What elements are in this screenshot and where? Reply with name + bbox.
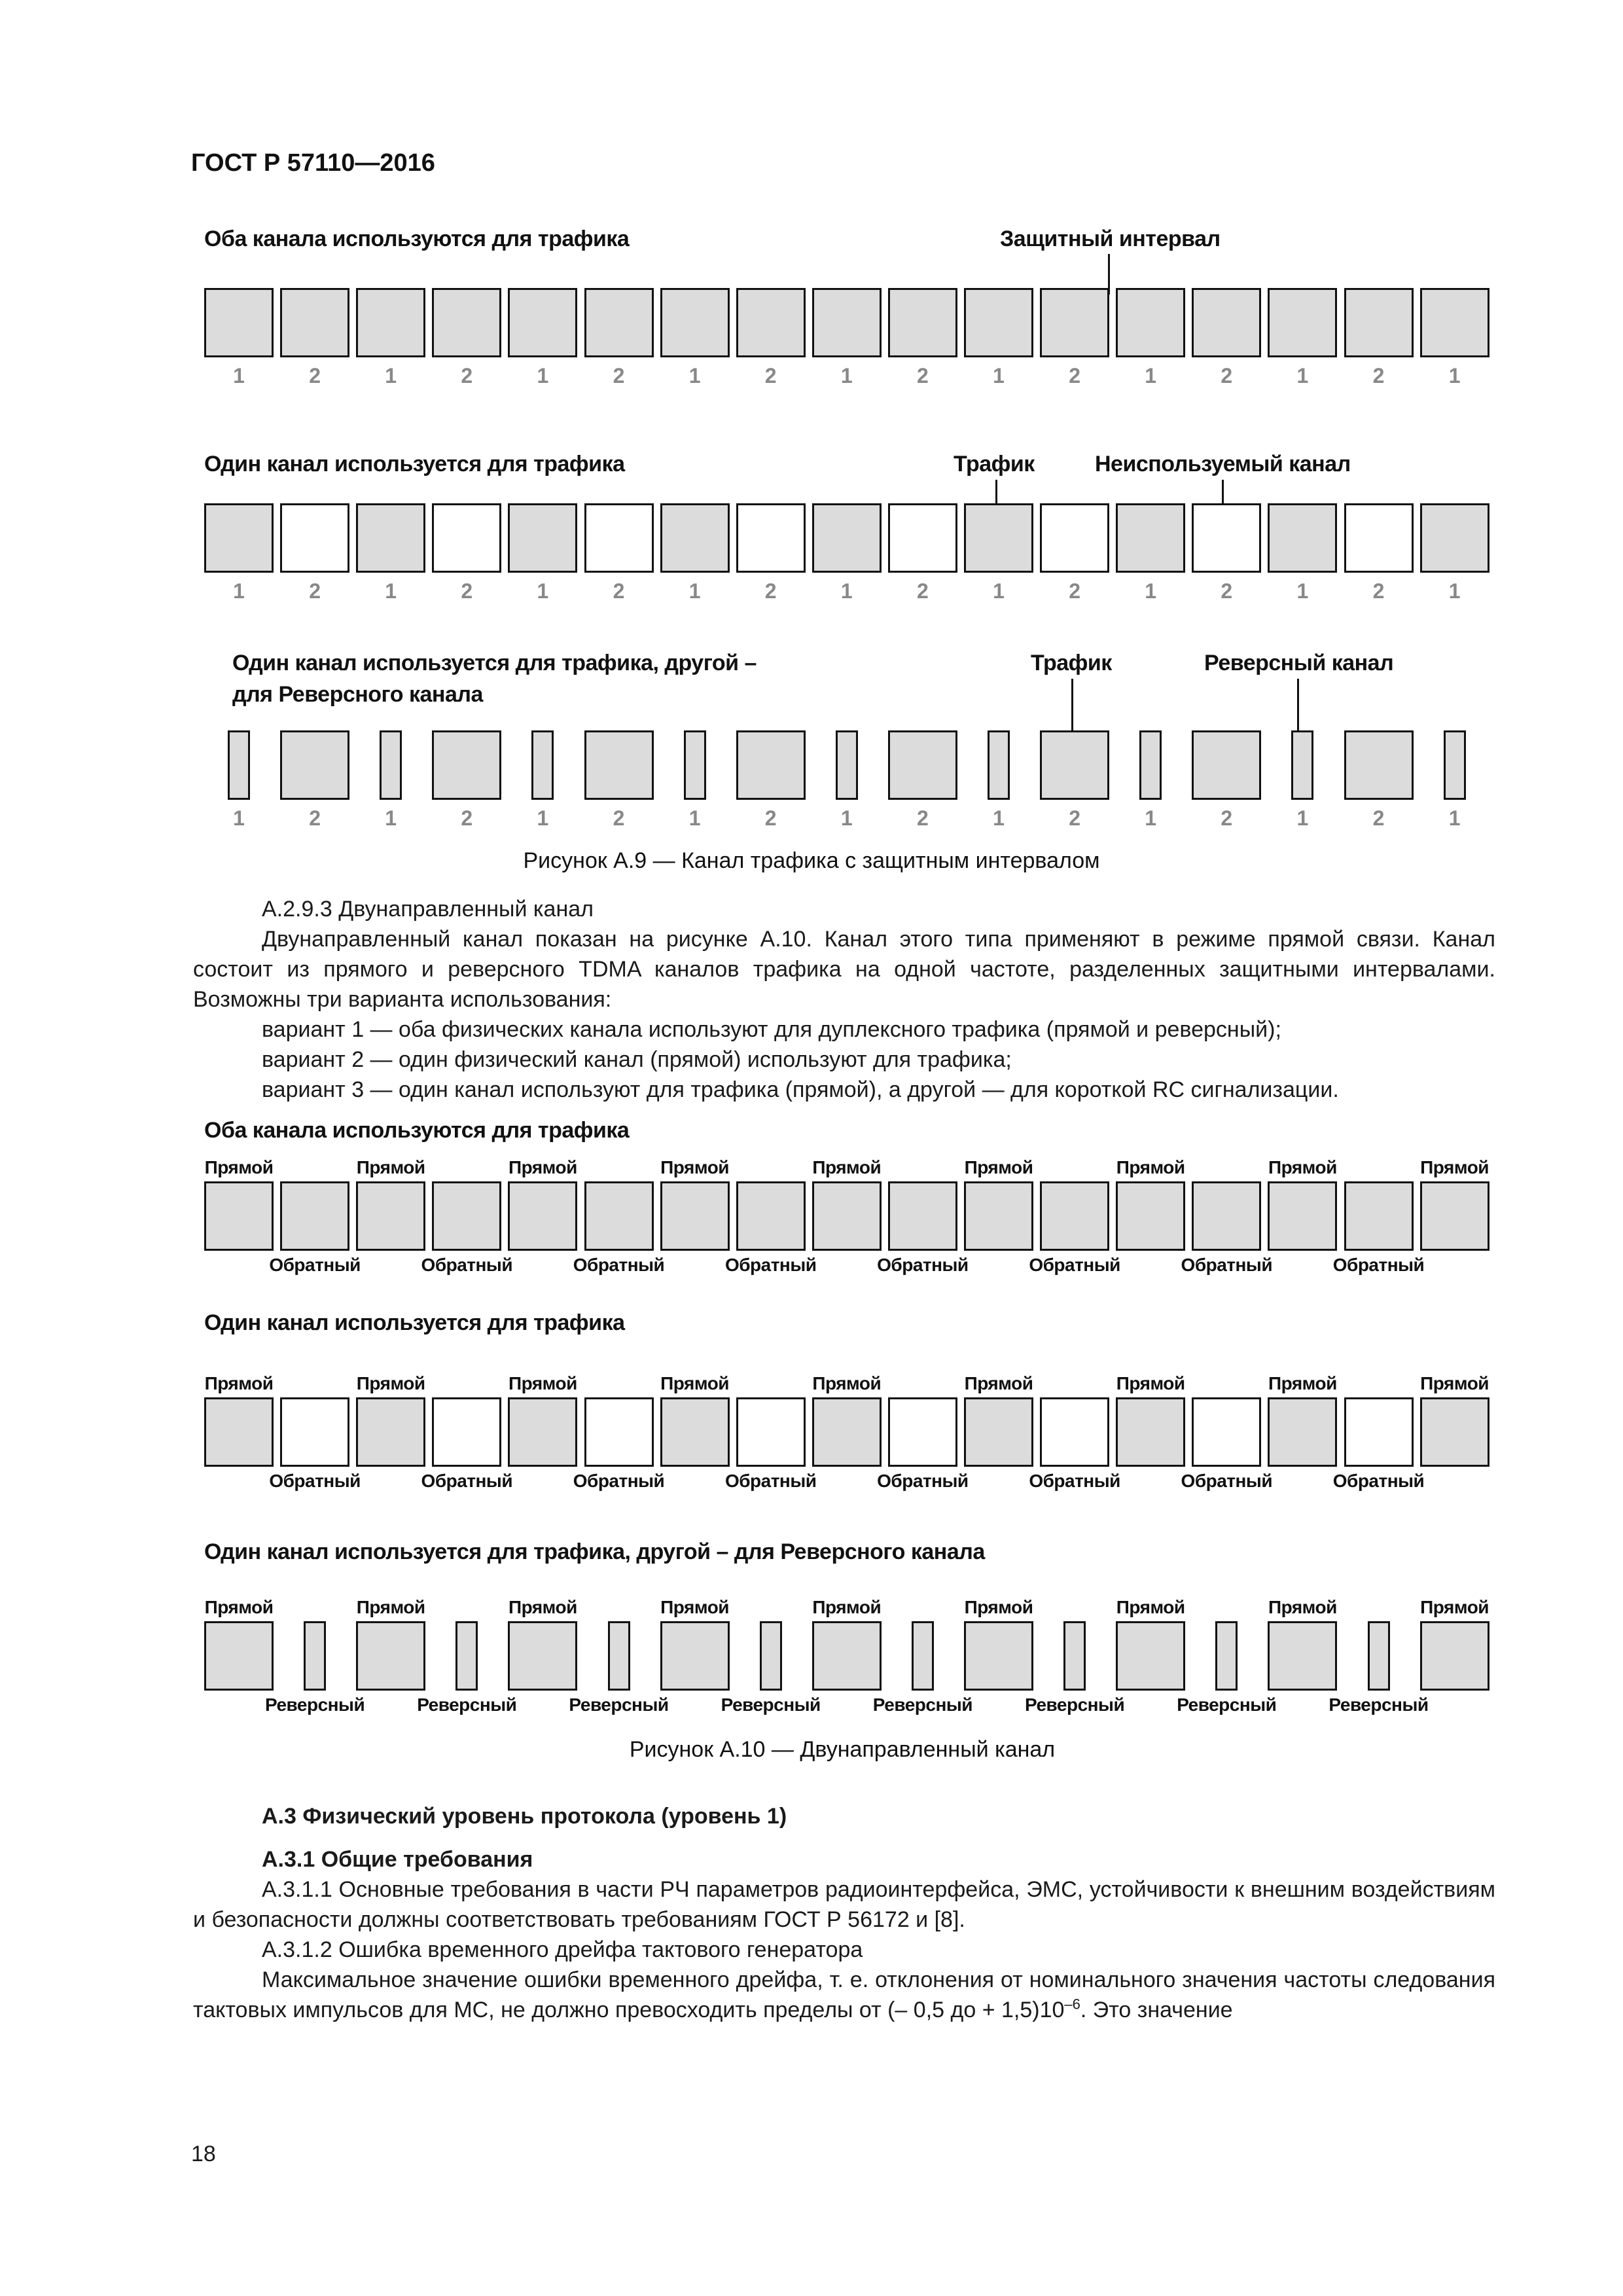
- reverse-slot: [1344, 1181, 1414, 1251]
- slot-number: 1: [993, 579, 1005, 603]
- section-a312-tail: . Это значение: [1080, 1998, 1233, 2022]
- slot-number: 2: [1069, 806, 1080, 830]
- empty-slot: [1344, 1397, 1414, 1467]
- slot-number: 1: [688, 364, 701, 387]
- slot-number: 2: [1372, 579, 1385, 603]
- forward-slot: [356, 1181, 425, 1251]
- slot-number: 2: [1372, 364, 1385, 387]
- slot-number: 2: [1069, 364, 1080, 387]
- traffic-slot: [1192, 730, 1261, 800]
- fig9-row2-callout-line-unused: [1222, 480, 1224, 503]
- slot-number: 2: [309, 806, 321, 830]
- empty-slot: [1192, 1397, 1261, 1467]
- reverse-slot: [280, 1181, 349, 1251]
- slot-number: 2: [613, 579, 625, 603]
- reverse-slot: [988, 730, 1010, 800]
- fig9-row3-title-line1: Один канал используется для трафика, другой –: [232, 651, 757, 675]
- slot-number: 1: [537, 579, 549, 603]
- forward-label: Прямой: [1420, 1373, 1489, 1393]
- forward-label: Прямой: [812, 1157, 882, 1177]
- section-a293: [193, 894, 1495, 1105]
- reverse-label: Обратный: [724, 1471, 817, 1491]
- slot-number: 1: [233, 806, 245, 830]
- traffic-slot: [812, 288, 882, 357]
- forward-label: Прямой: [204, 1157, 274, 1177]
- reverse-slot: [736, 1181, 806, 1251]
- traffic-slot: [204, 288, 274, 357]
- section-a312-text: Максимальное значение ошибки временного дрейфа, т. е. отклонения от номинального значения частоты следования тактовых импульсов для МС, не должно превосходить пределы от (– 0,5 до + 1,5)10: [193, 1967, 1495, 2022]
- forward-label: Прямой: [508, 1597, 577, 1617]
- forward-label: Прямой: [660, 1157, 730, 1177]
- forward-slot: [812, 1397, 882, 1467]
- traffic-slot: [660, 288, 730, 357]
- forward-slot: [1420, 1621, 1489, 1691]
- forward-label: Прямой: [1420, 1597, 1489, 1617]
- reverse-slot: [684, 730, 706, 800]
- document-header: ГОСТ Р 57110—2016: [191, 149, 435, 177]
- empty-slot: [280, 503, 349, 573]
- slot-number: 1: [840, 806, 853, 830]
- forward-slot: [1420, 1397, 1489, 1467]
- slot-number: 1: [385, 364, 397, 387]
- slot-number: 2: [916, 806, 929, 830]
- traffic-slot: [1116, 288, 1185, 357]
- empty-slot: [1040, 503, 1109, 573]
- fig10-row1-title: Оба канала используются для трафика: [204, 1118, 630, 1143]
- slot-number: 2: [613, 364, 625, 387]
- slot-number: 1: [1448, 806, 1461, 830]
- forward-label: Прямой: [508, 1157, 577, 1177]
- forward-label: Прямой: [356, 1597, 425, 1617]
- forward-label: Прямой: [660, 1597, 730, 1617]
- reverse-slot: [836, 730, 858, 800]
- forward-slot: [508, 1181, 577, 1251]
- forward-label: Прямой: [508, 1373, 577, 1393]
- forward-slot: [660, 1181, 730, 1251]
- empty-slot: [432, 503, 501, 573]
- fig9-row1-callout-guard: Защитный интервал: [1000, 226, 1221, 251]
- fig9-row2-callout-line-traffic: [995, 480, 997, 503]
- traffic-slot: [888, 288, 957, 357]
- forward-slot: [508, 1397, 577, 1467]
- reverse-label: Обратный: [269, 1255, 361, 1275]
- reverse-slot: [1215, 1621, 1238, 1691]
- traffic-slot: [280, 288, 349, 357]
- slot-number: 2: [1221, 364, 1233, 387]
- reverse-slot: [1139, 730, 1162, 800]
- forward-slot: [964, 1621, 1033, 1691]
- reverse-label: Обратный: [573, 1471, 665, 1491]
- section-a312-paragraph: [193, 1965, 1495, 2025]
- traffic-slot: [356, 503, 425, 573]
- forward-label: Прямой: [204, 1373, 274, 1393]
- forward-label: Прямой: [964, 1157, 1033, 1177]
- reverse-label: Обратный: [1029, 1471, 1120, 1491]
- empty-slot: [1192, 503, 1261, 573]
- slot-number: 1: [840, 579, 853, 603]
- fig9-row3-callout-line-traffic: [1071, 679, 1073, 730]
- section-a293-paragraph: Двунаправленный канал показан на рисунке А.10. Канал этого типа применяют в режиме прямой связи. Канал состоит из прямого и реверсного TDMA каналов трафика на одной частоте, разделенных защитными интервалами. Возможны три варианта использования:: [193, 927, 1495, 1012]
- section-a312-heading: А.3.1.2 Ошибка временного дрейфа тактового генератора: [262, 1937, 863, 1962]
- forward-slot: [812, 1181, 882, 1251]
- reverse-label: Обратный: [1332, 1471, 1425, 1491]
- fig9-row2-callout-traffic: Трафик: [954, 452, 1035, 476]
- slot-number: 2: [764, 364, 777, 387]
- fig10-row2-title: Один канал используется для трафика: [204, 1310, 625, 1335]
- slot-number: 1: [537, 806, 549, 830]
- empty-slot: [280, 1397, 349, 1467]
- slot-number: 2: [613, 806, 625, 830]
- forward-slot: [508, 1621, 577, 1691]
- traffic-slot: [1040, 730, 1109, 800]
- forward-label: Прямой: [1116, 1597, 1185, 1617]
- slot-number: 1: [1296, 806, 1309, 830]
- empty-slot: [888, 503, 957, 573]
- slot-number: 2: [764, 806, 777, 830]
- fig9-row1-title: Оба канала используются для трафика: [204, 226, 630, 251]
- traffic-slot: [964, 288, 1033, 357]
- slot-number: 1: [840, 364, 853, 387]
- slot-number: 2: [461, 806, 473, 830]
- traffic-slot: [1040, 288, 1109, 357]
- forward-label: Прямой: [660, 1373, 730, 1393]
- section-a293-heading: А.2.9.3 Двунаправленный канал: [262, 897, 594, 922]
- slot-number: 1: [537, 364, 549, 387]
- forward-label: Прямой: [812, 1373, 882, 1393]
- slot-number: 2: [764, 579, 777, 603]
- slot-number: 2: [309, 579, 321, 603]
- forward-slot: [660, 1397, 730, 1467]
- reverse-slot: [912, 1621, 934, 1691]
- traffic-slot: [1344, 288, 1414, 357]
- empty-slot: [584, 1397, 654, 1467]
- slot-number: 1: [1448, 364, 1461, 387]
- empty-slot: [584, 503, 654, 573]
- slot-number: 1: [1296, 364, 1309, 387]
- slot-number: 2: [1069, 579, 1080, 603]
- forward-label: Прямой: [964, 1597, 1033, 1617]
- traffic-slot: [204, 503, 274, 573]
- slot-number: 1: [1448, 579, 1461, 603]
- forward-slot: [204, 1397, 274, 1467]
- variant-1: вариант 1 — оба физических канала используют для дуплексного трафика (прямой и реверсный);: [262, 1017, 1281, 1042]
- traffic-slot: [508, 288, 577, 357]
- traffic-slot: [1420, 288, 1489, 357]
- reverse-slot: [608, 1621, 630, 1691]
- reverse-label: Обратный: [1029, 1255, 1120, 1275]
- slot-number: 1: [993, 364, 1005, 387]
- section-a31-heading: А.3.1 Общие требования: [262, 1847, 533, 1872]
- traffic-slot: [432, 288, 501, 357]
- traffic-slot: [356, 288, 425, 357]
- reverse-label: Обратный: [1181, 1471, 1273, 1491]
- traffic-slot: [1268, 288, 1337, 357]
- forward-slot: [204, 1621, 274, 1691]
- variant-2: вариант 2 — один физический канал (прямой) используют для трафика;: [262, 1047, 1012, 1072]
- reverse-label: Реверсный: [1329, 1695, 1429, 1715]
- traffic-slot: [660, 503, 730, 573]
- traffic-slot: [1268, 503, 1337, 573]
- fig9-row3-callout-reverse: Реверсный канал: [1204, 651, 1394, 675]
- slot-number: 1: [233, 579, 245, 603]
- fig10-caption: Рисунок А.10 — Двунаправленный канал: [629, 1737, 1056, 1762]
- forward-label: Прямой: [1268, 1373, 1337, 1393]
- empty-slot: [736, 1397, 806, 1467]
- reverse-slot: [304, 1621, 326, 1691]
- empty-slot: [888, 1397, 957, 1467]
- empty-slot: [736, 503, 806, 573]
- fig9-row2-callout-unused: Неиспользуемый канал: [1095, 452, 1351, 476]
- slot-number: 1: [1145, 806, 1157, 830]
- reverse-slot: [1063, 1621, 1086, 1691]
- fig9-row3-title-line2: для Реверсного канала: [232, 682, 483, 707]
- fig9-caption: Рисунок А.9 — Канал трафика с защитным интервалом: [523, 848, 1100, 873]
- forward-slot: [964, 1397, 1033, 1467]
- reverse-label: Обратный: [269, 1471, 361, 1491]
- reverse-label: Обратный: [1332, 1255, 1425, 1275]
- section-a3: [193, 1801, 1495, 2025]
- traffic-slot: [888, 730, 957, 800]
- slot-number: 2: [1221, 579, 1233, 603]
- slot-number: 1: [385, 806, 397, 830]
- reverse-label: Обратный: [421, 1255, 513, 1275]
- reverse-slot: [432, 1181, 501, 1251]
- traffic-slot: [1344, 730, 1414, 800]
- traffic-slot: [584, 288, 654, 357]
- forward-slot: [1116, 1397, 1185, 1467]
- traffic-slot: [736, 730, 806, 800]
- forward-label: Прямой: [812, 1597, 882, 1617]
- reverse-label: Реверсный: [1177, 1695, 1277, 1715]
- fig9-row3-callout-traffic: Трафик: [1031, 651, 1112, 675]
- reverse-slot: [1192, 1181, 1261, 1251]
- reverse-label: Обратный: [724, 1255, 817, 1275]
- traffic-slot: [736, 288, 806, 357]
- forward-label: Прямой: [356, 1373, 425, 1393]
- slot-number: 2: [916, 364, 929, 387]
- forward-label: Прямой: [1116, 1157, 1185, 1177]
- forward-slot: [1268, 1181, 1337, 1251]
- slot-number: 1: [993, 806, 1005, 830]
- reverse-label: Реверсный: [721, 1695, 821, 1715]
- reverse-slot: [1368, 1621, 1390, 1691]
- forward-label: Прямой: [1268, 1157, 1337, 1177]
- section-a3-heading: А.3 Физический уровень протокола (уровень 1): [262, 1804, 787, 1829]
- forward-label: Прямой: [1116, 1373, 1185, 1393]
- section-a312-exponent: –6: [1064, 1996, 1080, 2013]
- reverse-slot: [888, 1181, 957, 1251]
- forward-slot: [356, 1621, 425, 1691]
- traffic-slot: [964, 503, 1033, 573]
- forward-slot: [1268, 1397, 1337, 1467]
- fig9-row2-title: Один канал используется для трафика: [204, 452, 625, 476]
- slot-number: 2: [1221, 806, 1233, 830]
- slot-number: 2: [461, 579, 473, 603]
- page-number: 18: [191, 2142, 216, 2166]
- slot-number: 2: [461, 364, 473, 387]
- traffic-slot: [812, 503, 882, 573]
- traffic-slot: [280, 730, 349, 800]
- traffic-slot: [584, 730, 654, 800]
- forward-label: Прямой: [1420, 1157, 1489, 1177]
- reverse-label: Реверсный: [1025, 1695, 1125, 1715]
- reverse-label: Обратный: [421, 1471, 513, 1491]
- slot-number: 2: [1372, 806, 1385, 830]
- fig10-row3-title: Один канал используется для трафика, другой – для Реверсного канала: [204, 1539, 985, 1564]
- slot-number: 1: [233, 364, 245, 387]
- reverse-slot: [380, 730, 402, 800]
- traffic-slot: [432, 730, 501, 800]
- reverse-slot: [531, 730, 554, 800]
- reverse-slot: [760, 1621, 782, 1691]
- reverse-label: Реверсный: [872, 1695, 972, 1715]
- slot-number: 2: [916, 579, 929, 603]
- reverse-label: Обратный: [1181, 1255, 1273, 1275]
- reverse-slot: [1444, 730, 1466, 800]
- forward-label: Прямой: [1268, 1597, 1337, 1617]
- slot-number: 2: [309, 364, 321, 387]
- reverse-slot: [455, 1621, 478, 1691]
- variant-3: вариант 3 — один канал используют для трафика (прямой), а другой — для короткой RC сигнализации.: [262, 1077, 1339, 1102]
- forward-slot: [204, 1181, 274, 1251]
- slot-number: 1: [1145, 579, 1157, 603]
- forward-slot: [1116, 1181, 1185, 1251]
- reverse-label: Реверсный: [265, 1695, 365, 1715]
- slot-number: 1: [385, 579, 397, 603]
- forward-label: Прямой: [964, 1373, 1033, 1393]
- forward-slot: [1420, 1181, 1489, 1251]
- slot-number: 1: [688, 579, 701, 603]
- traffic-slot: [1116, 503, 1185, 573]
- reverse-label: Реверсный: [417, 1695, 517, 1715]
- forward-slot: [660, 1621, 730, 1691]
- forward-label: Прямой: [204, 1597, 274, 1617]
- reverse-slot: [228, 730, 250, 800]
- forward-slot: [1268, 1621, 1337, 1691]
- empty-slot: [432, 1397, 501, 1467]
- traffic-slot: [1420, 503, 1489, 573]
- forward-slot: [964, 1181, 1033, 1251]
- reverse-label: Реверсный: [569, 1695, 669, 1715]
- section-a311-paragraph: А.3.1.1 Основные требования в части РЧ параметров радиоинтерфейса, ЭМС, устойчивости к внешним воздействиям и безопасности должны соответствовать требованиям ГОСТ Р 56172 и [8].: [193, 1877, 1495, 1932]
- empty-slot: [1344, 503, 1414, 573]
- reverse-label: Обратный: [877, 1471, 969, 1491]
- reverse-slot: [1291, 730, 1313, 800]
- reverse-slot: [584, 1181, 654, 1251]
- reverse-label: Обратный: [877, 1255, 969, 1275]
- forward-label: Прямой: [356, 1157, 425, 1177]
- traffic-slot: [1192, 288, 1261, 357]
- forward-slot: [356, 1397, 425, 1467]
- forward-slot: [1116, 1621, 1185, 1691]
- slot-number: 1: [1145, 364, 1157, 387]
- reverse-label: Обратный: [573, 1255, 665, 1275]
- slot-number: 1: [688, 806, 701, 830]
- slot-number: 1: [1296, 579, 1309, 603]
- forward-slot: [812, 1621, 882, 1691]
- reverse-slot: [1040, 1181, 1109, 1251]
- fig9-row3-callout-line-reverse: [1297, 679, 1299, 730]
- traffic-slot: [508, 503, 577, 573]
- empty-slot: [1040, 1397, 1109, 1467]
